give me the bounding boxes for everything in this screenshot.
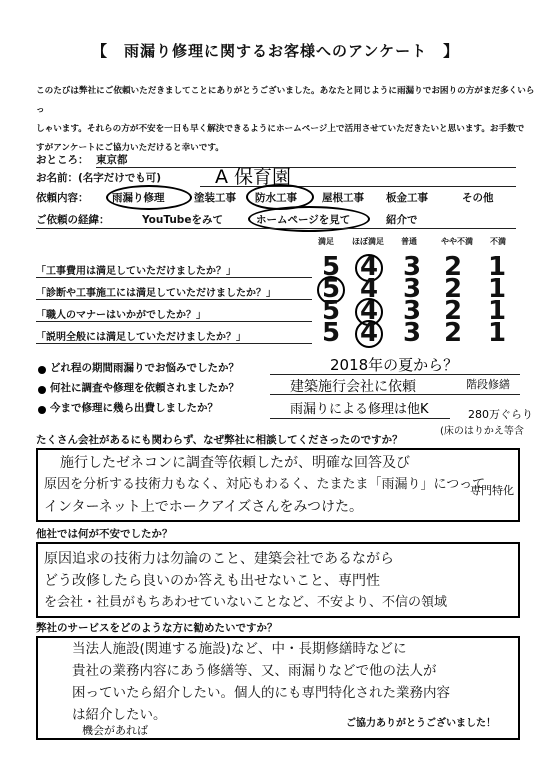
request-circle — [106, 185, 192, 210]
why-line: 原因を分析する技術力もなく、対応もわるく、たまたま「雨漏り」につって — [44, 477, 486, 492]
rating-number: 5 — [321, 296, 341, 326]
question-text: 「診断や工事施工には満足していただけましたか？」 — [36, 288, 276, 299]
thanks-text: ご協力ありがとうございました！ — [346, 718, 496, 729]
service-small-note: 機会があれば — [82, 724, 148, 737]
worry-line: 原因追求の技術力は勿論のこと、建築会社であるながら — [44, 551, 394, 567]
request-option: 防水工事 — [255, 192, 297, 204]
period-answer: 2018年の夏から？ — [330, 356, 459, 374]
address-value: 東京都 — [96, 154, 128, 166]
worry-label: 他社では何が不安でしたか？ — [36, 528, 173, 540]
name-underline — [200, 186, 516, 187]
service-line: は紹介したい。 — [72, 707, 167, 723]
address-underline — [96, 167, 516, 168]
survey-title: 【 雨漏り修理に関するお客様へのアンケート 】 — [92, 42, 460, 60]
other-label: 何社に調査や修理を依頼されましたか？ — [50, 382, 239, 394]
rating-number: 4 — [359, 318, 379, 348]
name-value: A 保育園 — [215, 166, 292, 188]
other-note: 階段修繕 — [466, 378, 510, 391]
rating-number: 3 — [402, 274, 422, 304]
other-underline — [270, 394, 520, 395]
request-option: 雨漏り修理 — [112, 192, 165, 204]
scale-header: やや不満 — [441, 237, 473, 246]
question-underline — [36, 299, 312, 300]
rating-selection-circle — [355, 320, 383, 348]
service-label: 弊社のサービスをどのような方に勧めたいですか？ — [36, 622, 278, 634]
cost-label: 今まで修理に幾ら出費しましたか？ — [50, 402, 218, 414]
why-side-note: 専門特化 — [470, 484, 514, 497]
request-option: 屋根工事 — [322, 192, 364, 204]
why-line: インターネット上でホークアイズさんをみつけた。 — [44, 499, 364, 515]
scale-header: 普通 — [401, 237, 417, 246]
request-option: 塗装工事 — [194, 192, 236, 204]
scale-header: 満足 — [318, 237, 334, 246]
period-underline — [270, 374, 520, 375]
rating-number: 3 — [402, 252, 422, 282]
worry-line: を会社・社員がもちあわせていないことなど、不安より、不信の領域 — [44, 595, 448, 610]
address-label: おところ： — [36, 154, 89, 166]
cost-underline — [270, 418, 450, 419]
rating-number: 5 — [321, 252, 341, 282]
service-line: 当法人施設(関連する施設)など、中・長期修繕時などに — [72, 641, 407, 657]
other-answer: 建築施行会社に依頼 — [290, 379, 416, 395]
request-option: その他 — [462, 192, 494, 204]
rating-number: 1 — [487, 296, 507, 326]
rating-number: 2 — [443, 274, 463, 304]
rating-number: 1 — [487, 318, 507, 348]
rating-number: 4 — [359, 274, 379, 304]
intro-line: このたびは弊社にご依頼いただきましてことにありがとうございました。あなたと同じように雨漏りでお困りの方がまだ多くいらっ — [36, 86, 535, 115]
cost-answer: 雨漏りによる修理は他K — [290, 402, 429, 417]
question-underline — [36, 343, 312, 344]
intro-text — [36, 82, 536, 158]
rating-number: 1 — [487, 274, 507, 304]
route-option: ホームページを見て — [256, 214, 351, 226]
rating-number: 2 — [443, 252, 463, 282]
rating-number: 5 — [321, 318, 341, 348]
route-underline — [36, 228, 516, 229]
why-line: 施行したゼネコンに調査等依頼したが、明確な回答及び — [60, 455, 410, 471]
period-label: どれ程の期間雨漏りでお悩みでしたか？ — [50, 362, 239, 374]
question-underline — [36, 321, 312, 322]
scale-header: 不満 — [490, 237, 506, 246]
bullet-dot — [38, 366, 46, 374]
rating-number: 4 — [359, 252, 379, 282]
route-option: 紹介で — [386, 214, 418, 226]
bullet-dot — [38, 386, 46, 394]
rating-number: 2 — [443, 296, 463, 326]
question-text: 「説明全般には満足していただけましたか？」 — [36, 332, 246, 343]
rating-number: 2 — [443, 318, 463, 348]
service-line: 困っていたら紹介したい。個人的にも専門特化された業務内容 — [72, 685, 450, 701]
worry-line: どう改修したら良いのか答えも出せないこと、専門性 — [44, 573, 380, 589]
route-label: ご依頼の経緯： — [36, 214, 110, 226]
bullet-dot — [38, 406, 46, 414]
rating-number: 4 — [359, 296, 379, 326]
cost-note: 280万ぐらり — [468, 408, 533, 421]
route-option: YouTubeをみて — [142, 214, 223, 226]
service-line: 貴社の業務内容にあう修繕等、又、雨漏りなどで他の法人が — [72, 663, 437, 679]
scale-header: ほぼ満足 — [352, 237, 384, 246]
name-label: お名前：(名字だけでも可) — [36, 172, 162, 184]
request-label: 依頼内容： — [36, 192, 89, 204]
rating-number: 5 — [321, 274, 341, 304]
question-text: 「工事費用は満足していただけましたか？」 — [36, 266, 236, 277]
cost-note: (床のはりかえ等含 — [440, 426, 524, 437]
rating-number: 3 — [402, 296, 422, 326]
intro-line: すがアンケートにご協力いただけると幸いです。 — [36, 143, 224, 153]
rating-number: 1 — [487, 252, 507, 282]
question-underline — [36, 277, 312, 278]
request-option: 板金工事 — [386, 192, 428, 204]
rating-number: 3 — [402, 318, 422, 348]
why-label: たくさん会社があるにも関わらず、なぜ弊社に相談してくださったのですか？ — [36, 434, 403, 446]
question-text: 「職人のマナーはいかがでしたか？」 — [36, 310, 206, 321]
intro-line: しゃいます。それらの方が不安を一日も早く解決できるようにホームページ上で活用させていただきたいと思います。お手数で — [36, 124, 525, 134]
